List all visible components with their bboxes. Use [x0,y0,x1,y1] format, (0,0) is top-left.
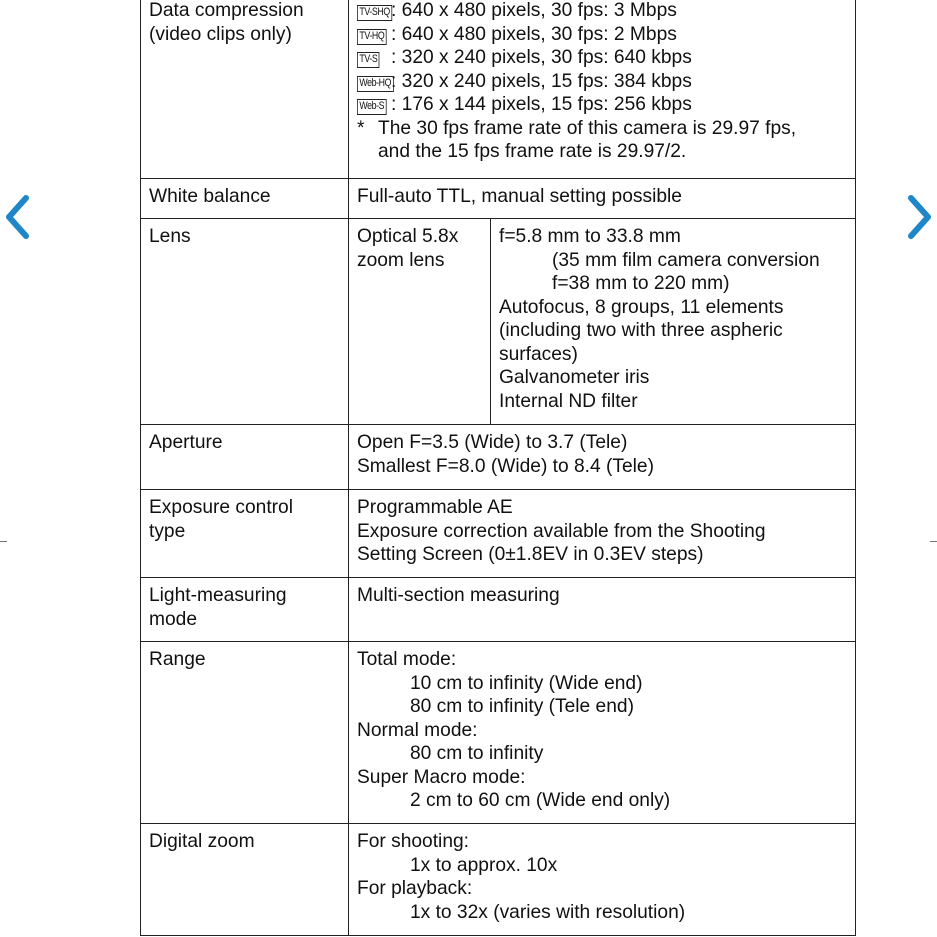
text-line: 1x to approx. 10x [410,854,558,876]
tv-shq-icon: TV-SHQ [357,5,392,21]
text-line: 2 cm to 60 cm (Wide end only) [410,790,671,811]
text-line: Aperture [149,432,223,453]
mode-line: TV-S : 320 x 240 pixels, 30 fps: 640 kbps [357,46,847,70]
row-value-compression [349,0,856,179]
tv-hq-icon: TV-HQ [357,29,387,45]
text-line: f=38 mm to 220 mm) [552,273,730,294]
table-row [141,0,856,179]
text-line: Normal mode: [357,719,478,741]
text-line: Super Macro mode: [357,766,526,788]
table-row [141,824,856,936]
text-line: Autofocus, 8 groups, 11 elements [499,296,784,318]
text-line: Full-auto TTL, manual setting possible [357,186,682,207]
text-line: type [149,520,186,542]
text-line: 10 cm to infinity (Wide end) [410,672,643,694]
text-line: Galvanometer iris [499,367,650,388]
page-edge-mark [0,541,7,542]
mode-line: TV-SHQ: 640 x 480 pixels, 30 fps: 3 Mbps [357,0,847,23]
table-row [141,642,856,824]
row-value-exposure [349,490,856,578]
text-line: Open F=3.5 (Wide) to 3.7 (Tele) [357,432,628,453]
row-label-lens [141,219,349,425]
chevron-right-icon[interactable] [905,194,935,240]
tv-s-icon: TV-S [357,52,380,68]
row-value-digital-zoom [349,824,856,936]
row-value-lens-detail [491,219,856,425]
text-line: (video clips only) [149,23,292,45]
table-row [141,179,856,219]
text-line: Programmable AE [357,497,513,518]
row-label-metering [141,578,349,642]
row-value-white-balance [349,179,856,219]
table-row [141,219,856,425]
text-line: Digital zoom [149,831,255,852]
text-line: 1x to 32x (varies with resolution) [410,901,686,923]
row-value-metering [349,578,856,642]
mode-line: Web-HQ: 320 x 240 pixels, 15 fps: 384 kbps [357,70,847,94]
web-s-icon: Web-S [357,99,387,115]
row-label-digital-zoom [141,824,349,936]
table-row [141,425,856,490]
text-line: 80 cm to infinity (Tele end) [410,696,634,717]
text-line: f=5.8 mm to 33.8 mm [499,226,681,247]
chevron-left-icon[interactable] [2,194,32,240]
text-line: (35 mm film camera conversion [552,249,820,271]
text-line: 80 cm to infinity [410,743,544,764]
text-line: Exposure correction available from the Shooting [357,520,766,542]
row-value-aperture [349,425,856,490]
text-line: Setting Screen (0±1.8EV in 0.3EV steps) [357,544,704,565]
text-line: (including two with three aspheric [499,320,783,341]
text-line: Range [149,649,206,670]
text-line: surfaces) [499,343,578,365]
text-line: Internal ND filter [499,390,638,412]
text-line: Lens [149,226,191,247]
mode-line: TV-HQ : 640 x 480 pixels, 30 fps: 2 Mbps [357,23,847,47]
mode-line: Web-S : 176 x 144 pixels, 15 fps: 256 kbps [357,93,847,117]
row-label-white-balance [141,179,349,219]
text-line: * [357,117,365,139]
web-hq-icon: Web-HQ [357,76,393,92]
text-line: Data compression [149,0,304,21]
row-label-exposure [141,490,349,578]
text-line: zoom lens [357,249,445,271]
text-line: Multi-section measuring [357,585,560,606]
text-line: Smallest F=8.0 (Wide) to 8.4 (Tele) [357,455,654,477]
table-row [141,490,856,578]
row-value-lens-type [349,219,491,425]
row-label-range [141,642,349,824]
text-line: Exposure control [149,497,293,518]
text-line: Light-measuring [149,585,287,606]
text-line: For shooting: [357,831,469,852]
text-line: White balance [149,186,271,207]
spec-table [140,0,856,936]
row-label-compression [141,0,349,179]
page-edge-mark [930,541,937,542]
text-line: Optical 5.8x [357,226,459,247]
text-line: mode [149,608,197,630]
row-value-range [349,642,856,824]
row-label-aperture [141,425,349,490]
text-line: For playback: [357,878,473,899]
footnote-cont: and the 15 fps frame rate is 29.97/2. [378,141,687,162]
table-row [141,578,856,642]
text-line: Total mode: [357,649,457,670]
footnote: * The 30 fps frame rate of this camera is 29.97 fps, [357,117,797,139]
